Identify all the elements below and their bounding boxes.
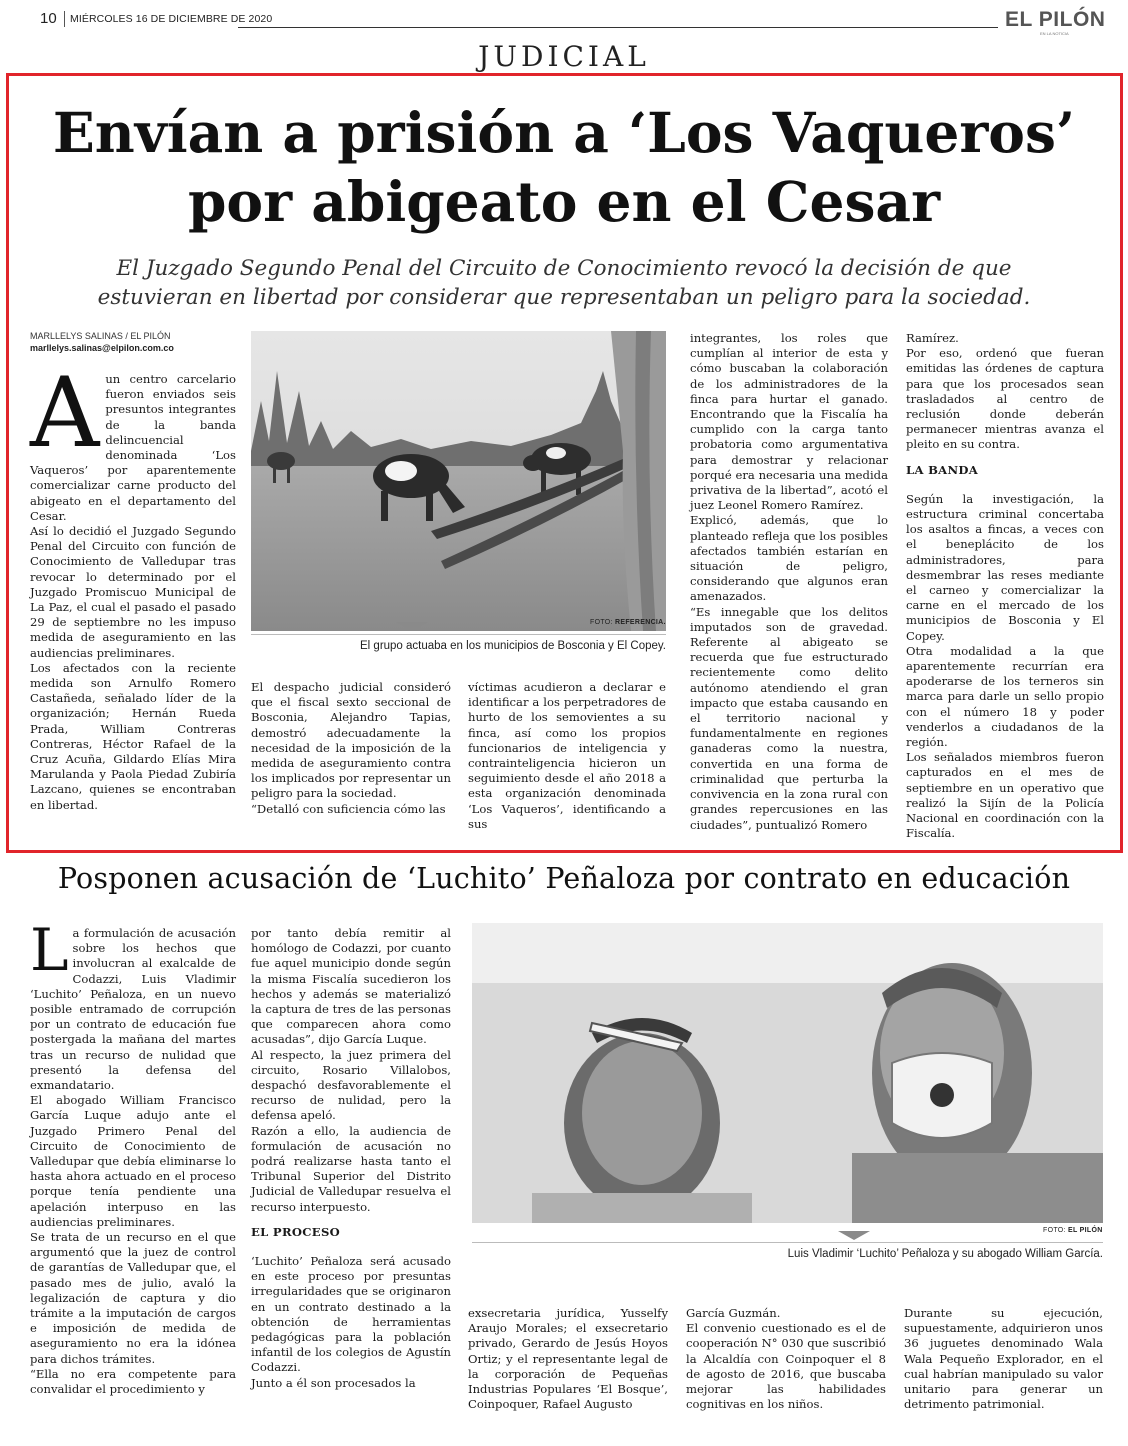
header-rule	[238, 27, 998, 28]
paragraph: víctimas acudieron a declarar e identificar a los perpetradores de hurto de los semovientes a su finca, así como los propios funcionarios de inteligencia y contrainteligencia hicieron un seguimiento desde el año 2018 a esta organización denominada ‘Los Vaqueros’, identificando a sus	[468, 680, 666, 831]
article1-deck	[30, 254, 1098, 312]
byline-name: MARLLELYS SALINAS / EL PILÓN	[30, 331, 171, 341]
photo-caption: El grupo actuaba en los municipios de Bosconia y El Copey.	[360, 640, 666, 652]
paragraph: integrantes, los roles que cumplían al interior de esta y cómo buscaban la colaboración de los administradores de la finca para hurtar el ganado. Encontrando que la Fiscalía ha cumplido con la carga tanto probatoria como argumentativa para demostrar y relacionar porqué era necesaria una medida privativa de la libertad”, acotó el juez Leonel Romero Ramírez.	[690, 331, 888, 513]
article1-column-1	[30, 357, 236, 813]
paragraph: Ramírez.	[906, 331, 959, 345]
article1-column-3	[468, 680, 666, 832]
paragraph: por tanto debía remitir al homólogo de Codazzi, por cuanto fue aquel municipio donde según la misma Fiscalía sucedieron los hechos y además se materializó la captura de tres de las personas que comparecen ahora como acusadas”, dijo García Luque.	[251, 926, 451, 1047]
paragraph: García Guzmán.	[686, 1306, 781, 1320]
paragraph: Se trata de un recurso en el que argumentó que la juez de control de garantías de Valledupar que, el pasado mes de julio, avaló la legalización de captura y dio trámite a la imputación de cargos e imposición de medida de aseguramiento no era la idónea para dichos trámites.	[30, 1230, 236, 1366]
subhead-el-proceso: EL PROCESO	[251, 1224, 341, 1239]
article2-column-5	[904, 1306, 1103, 1412]
page-date: MIÉRCOLES 16 DE DICIEMBRE DE 2020	[70, 13, 273, 25]
lead-paragraph: a formulación de acusación sobre los hechos que involucran al exalcalde de Codazzi, Luis Vladimir ‘Luchito’ Peñaloza, en un nuevo posible entramado de corrupción por un contrato de educación fue postergada la mañana del martes tras un recurso de nulidad que presentó la defensa del exmandatario.	[30, 926, 236, 1093]
paragraph: “Ella no era competente para convalidar el procedimiento y	[30, 1366, 236, 1397]
paragraph: Los señalados miembros fueron capturados en el mes de septiembre en un operativo que realizó la Sijín de la Policía Nacional en coordinación con la Fiscalía.	[906, 750, 1104, 841]
dropcap: A	[30, 357, 100, 469]
article2-column-1	[30, 916, 236, 1397]
cattle-illustration	[251, 331, 666, 631]
page-number: 10	[40, 10, 57, 27]
cattle-photo	[251, 331, 666, 631]
article1-column-2	[251, 680, 451, 817]
dropcap: L	[30, 916, 69, 984]
paragraph: Así lo decidió el Juzgado Segundo Penal del Circuito con función de Conocimiento de Valledupar tras revocar lo determinado por el Juzgado Promiscuo Municipal de La Paz, el cual el pasado el pasado 29 de septiembre no les impuso medida de aseguramiento en las audiencias preliminares.	[30, 524, 236, 660]
paragraph: Por eso, ordenó que fueran emitidas las órdenes de captura para que los procesados sean trasladados al centro de reclusión donde deberán permanecer mientras avanza el pleito en su contra.	[906, 346, 1104, 452]
paragraph: El abogado William Francisco García Luque adujo ante el Juzgado Primero Penal del Circuito de Conocimiento de Valledupar que debía eliminarse lo hasta ahora actuado en el proceso porque tenía pendiente una apelación interpuso en las audiencias preliminares.	[30, 1093, 236, 1229]
logo-tagline: EN LA NOTICIA	[1040, 31, 1069, 36]
photo-credit	[590, 619, 666, 626]
header-separator	[64, 11, 65, 27]
paragraph: ‘Luchito’ Peñaloza será acusado en este proceso por presuntas irregularidades que se originaron en un contrato destinado a la obtención de herramientas pedagógicas para la población infantil de los colegios de Agustín Codazzi.	[251, 1254, 451, 1375]
caption-rule	[472, 1242, 1103, 1243]
subhead-la-banda: LA BANDA	[906, 462, 979, 477]
paragraph: “Es innegable que los delitos imputados son de gravedad. Referente al abigeato se recuerda que fue estructurado recientemente como delito autónomo atendiendo el gran impacto que estaba causando en el territorio nacional y fundamentalmente en regiones ganaderas como la nuestra, convertida en una forma de criminalidad que perturba la convivencia en la zona rural con grandes repercusiones en las ciudades”, puntualizó Romero	[690, 604, 888, 832]
caption-pointer-icon	[838, 1231, 870, 1240]
article1-column-4	[690, 331, 888, 833]
article1-column-5	[906, 331, 1104, 842]
article1-headline	[20, 98, 1108, 236]
paragraph: Razón a ello, la audiencia de formulación de acusación no podrá realizarse hasta tanto el Tribunal Superior del Distrito Judicial de Valledupar resuelva el recurso interpuesto.	[251, 1123, 451, 1214]
article2-headline: Posponen acusación de ‘Luchito’ Peñaloza por contrato en educación	[57, 862, 1071, 895]
headline-line-1: Envían a prisión a ‘Los Vaqueros’	[52, 100, 1076, 165]
paragraph: Durante su ejecución, supuestamente, adquirieron unos 36 juguetes denominado Wala Wala Pequeño Explorador, en el cual habrían manipulado su valor unitario para generar un detrimento patrimonial.	[904, 1306, 1103, 1412]
photo-credit-source: EL PILÓN	[1068, 1227, 1103, 1234]
lead-paragraph: un centro carcelario fueron enviados seis presuntos integrantes de la banda delincuencial denominada ‘Los Vaqueros’ por aparentemente comercializar carne producto del abigeato en el departamento del Cesar.	[30, 372, 236, 523]
deck-line-1: El Juzgado Segundo Penal del Circuito de Conocimiento revocó la decisión de que	[116, 256, 1012, 281]
caption-rule	[251, 634, 666, 635]
headline-line-2: por abigeato en el Cesar	[187, 169, 941, 234]
paragraph: “Detalló con suficiencia cómo las	[251, 801, 446, 816]
paragraph: El convenio cuestionado es el de cooperación N° 030 que suscribió la Alcaldía con Coinpoquer el 8 de agosto de 2016, que buscaba mejorar las habilidades cognitivas en los niños.	[686, 1321, 886, 1412]
caption-pointer-icon	[396, 622, 428, 631]
photo-credit	[1043, 1227, 1103, 1234]
photo-credit-source: REFERENCIA.	[615, 619, 666, 626]
article2-column-4	[686, 1306, 886, 1412]
photo-credit-label: FOTO:	[590, 619, 613, 626]
penaloza-photo	[472, 923, 1103, 1223]
paragraph: exsecretaria jurídica, Yusselfy Araujo Morales; el exsecretario privado, Gerardo de Jesús Hoyos Ortiz; y el representante legal de la corporación de Pequeñas Industrias Populares ‘El Bosque’, Coinpoquer, Rafael Augusto	[468, 1306, 668, 1412]
paragraph: Explicó, además, que lo planteado refleja que los posibles afectados también estarían en situación de peligro, considerando que algunos eran amenazados.	[690, 513, 888, 604]
photo-caption: Luis Vladimir ‘Luchito’ Peñaloza y su abogado William García.	[787, 1248, 1103, 1260]
section-title: JUDICIAL	[478, 40, 650, 73]
deck-line-2: estuvieran en libertad por considerar que representaban un peligro para la sociedad.	[97, 285, 1031, 310]
byline-email[interactable]: marllelys.salinas@elpilon.com.co	[30, 343, 174, 353]
paragraph: Otra modalidad a la que aparentemente recurrían era apoderarse de los terneros sin marca para darle un sello propio con el número 18 y poder venderlos a ciudadanos de la región.	[906, 643, 1104, 750]
photo-credit-label: FOTO:	[1043, 1227, 1066, 1234]
article2-column-3	[468, 1306, 668, 1412]
two-men-illustration	[472, 923, 1103, 1223]
paragraph: Al respecto, la juez primera del circuito, Rosario Villalobos, despachó desfavorablemente el recurso de nulidad, pero la defensa apeló.	[251, 1047, 451, 1123]
paragraph: Según la investigación, la estructura criminal concertaba los asaltos a fincas, a veces con el beneplácito de los administradores, para desmembrar las reses mediante el carneo y comercializar la carne en el mercado de los municipios de Bosconia y El Copey.	[906, 491, 1104, 643]
paragraph: Junto a él son procesados la	[251, 1375, 416, 1390]
newspaper-logo: EL PILÓN	[1005, 8, 1106, 31]
paragraph: Los afectados con la reciente medida son Arnulfo Romero Castañeda, señalado líder de la organización; Hernán Rueda Prada, William Contreras Contreras, Héctor Rafael de la Cruz Acuña, Gildardo Elías Mira Marulanda y Paola Piedad Zubiría Lazcano, quienes se encontraban en libertad.	[30, 660, 236, 812]
paragraph: El despacho judicial consideró que el fiscal sexto seccional de Bosconia, Alejandro Tapias, demostró adecuadamente la necesidad de la imposición de la medida de aseguramiento contra los implicados por representar un peligro para la sociedad.	[251, 680, 451, 801]
article2-column-2	[251, 926, 451, 1391]
